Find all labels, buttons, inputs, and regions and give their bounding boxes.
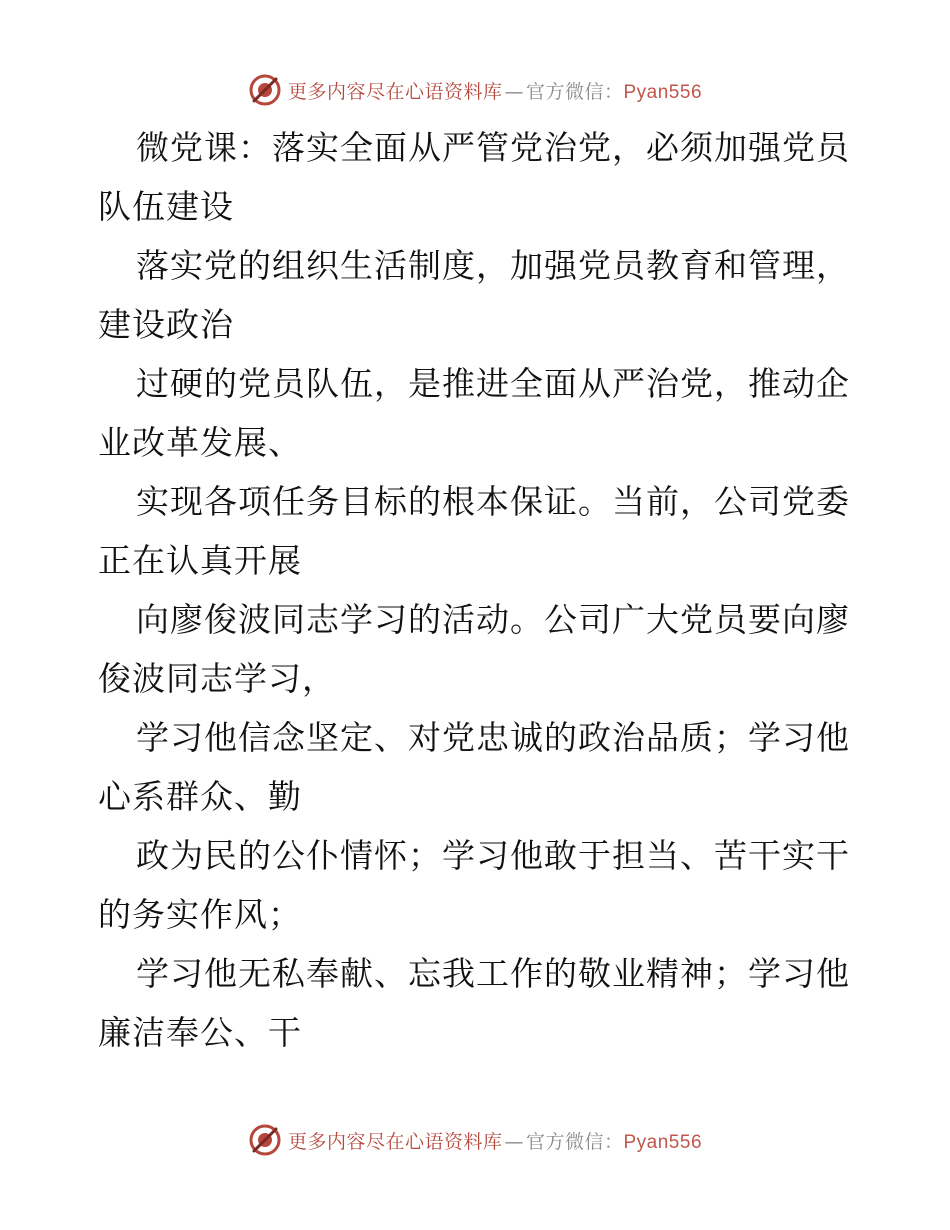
header-wechat-label: 官方微信： xyxy=(525,80,624,103)
header-banner-text xyxy=(288,77,702,104)
footer-banner-text xyxy=(288,1127,702,1154)
paragraph: 学习他信念坚定、对党忠诚的政治品质；学习他心系群众、勤 xyxy=(98,718,850,816)
footer-banner xyxy=(0,1120,950,1160)
paragraph-title: 微党课：落实全面从严管党治党，必须加强党员队伍建设 xyxy=(98,128,850,226)
header-brand-text: 更多内容尽在心语资料库 xyxy=(287,80,503,103)
footer-separator: — xyxy=(504,1130,524,1153)
header-separator: — xyxy=(504,80,524,103)
paragraph: 实现各项任务目标的根本保证。当前，公司党委正在认真开展 xyxy=(98,482,850,580)
paragraph: 向廖俊波同志学习的活动。公司广大党员要向廖俊波同志学习， xyxy=(98,600,850,698)
paragraph: 政为民的公仆情怀；学习他敢于担当、苦干实干的务实作风； xyxy=(98,836,850,934)
paragraph: 落实党的组织生活制度，加强党员教育和管理，建设政治 xyxy=(98,246,850,344)
footer-wechat-label: 官方微信： xyxy=(525,1130,624,1153)
brand-logo-icon xyxy=(248,73,282,107)
footer-wechat-handle: Pyan556 xyxy=(623,1131,703,1153)
footer-brand-text: 更多内容尽在心语资料库 xyxy=(287,1130,503,1153)
paragraph: 学习他无私奉献、忘我工作的敬业精神；学习他廉洁奉公、干 xyxy=(98,954,850,1052)
header-banner xyxy=(0,70,950,110)
brand-logo-icon xyxy=(248,1123,282,1157)
header-wechat-handle: Pyan556 xyxy=(623,81,703,103)
paragraph: 过硬的党员队伍，是推进全面从严治党，推动企业改革发展、 xyxy=(98,364,850,462)
document-body xyxy=(98,118,858,1062)
